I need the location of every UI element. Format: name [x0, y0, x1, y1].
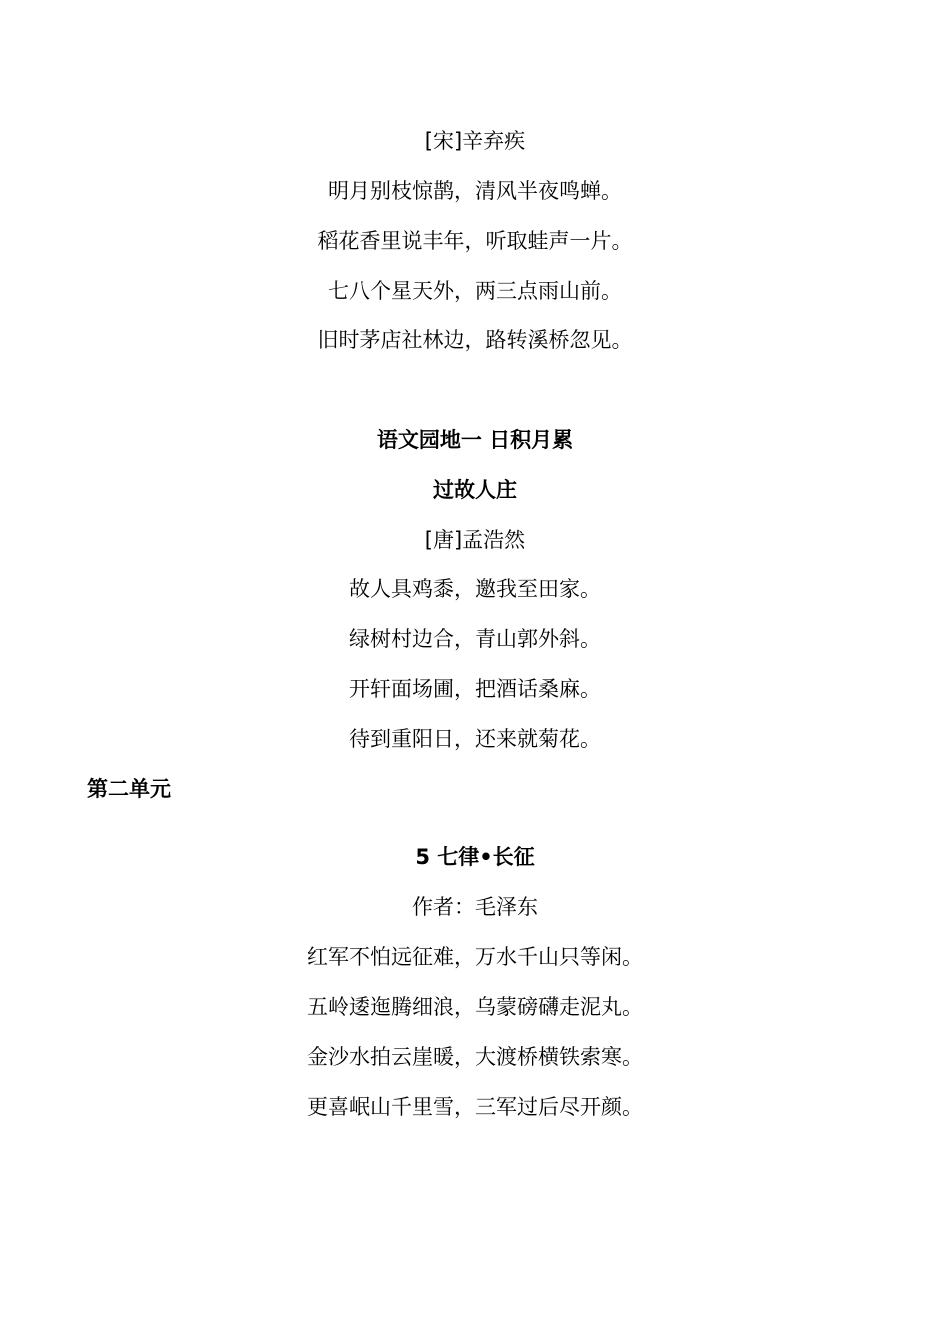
poem3-title: 5 七律•长征 — [415, 845, 535, 869]
poem1-line-4: 旧时茅店社林边，路转溪桥忽见。 — [317, 328, 633, 352]
poem1-line-2: 稻花香里说丰年，听取蛙声一片。 — [317, 229, 633, 253]
poem2-line-2: 绿树村边合，青山郭外斜。 — [349, 627, 601, 651]
poem3-line-2: 五岭逶迤腾细浪，乌蒙磅礴走泥丸。 — [307, 995, 643, 1019]
poem2-title: 过故人庄 — [433, 478, 517, 502]
poem2-line-3: 开轩面场圃，把酒话桑麻。 — [349, 677, 601, 701]
poem1-line-3: 七八个星天外，两三点雨山前。 — [328, 279, 622, 303]
poem3-line-4: 更喜岷山千里雪，三军过后尽开颜。 — [307, 1095, 643, 1119]
poem1-line-1: 明月别枝惊鹊，清风半夜鸣蝉。 — [328, 179, 622, 203]
poem3-author: 作者：毛泽东 — [412, 895, 538, 919]
poem1-author: [宋]辛弃疾 — [424, 129, 526, 153]
poem3-line-3: 金沙水拍云崖暖，大渡桥横铁索寒。 — [307, 1045, 643, 1069]
poem2-line-4: 待到重阳日，还来就菊花。 — [349, 727, 601, 751]
unit-heading: 第二单元 — [87, 777, 171, 801]
poem2-line-1: 故人具鸡黍，邀我至田家。 — [349, 577, 601, 601]
poem3-line-1: 红军不怕远征难，万水千山只等闲。 — [307, 945, 643, 969]
poem2-author: [唐]孟浩然 — [424, 528, 526, 552]
section-heading: 语文园地一 日积月累 — [376, 428, 574, 452]
